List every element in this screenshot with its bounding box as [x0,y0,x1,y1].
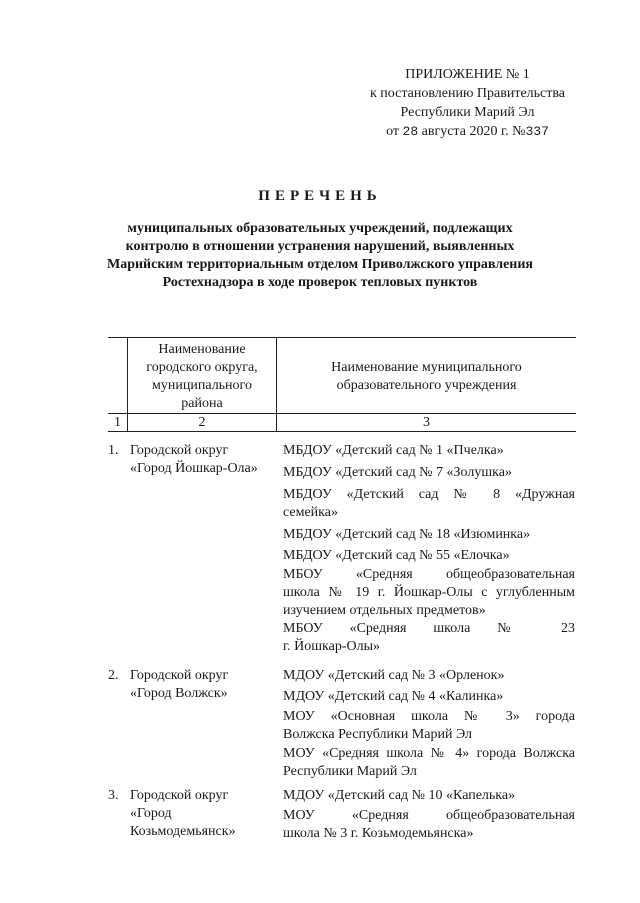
institution-line: МБДОУ «Детский сад № 7 «Золушка» [283,465,512,480]
institution-line: МДОУ «Детский сад № 10 «Капелька» [283,788,516,803]
district-line: Городской округ [130,443,229,458]
institution-item [283,667,575,685]
institution-item [283,442,575,460]
appendix-block [355,65,580,141]
institution-item [283,688,575,706]
district-name [130,787,280,841]
institution-line: Республики Марий Эл [283,764,417,779]
header-line: городского округа, [146,360,258,375]
subtitle-line: Марийским территориальным отделом Приволжского управления [106,257,533,272]
institution-item [283,620,575,656]
institution-line: г. Йошкар-Олы» [283,639,381,654]
institution-item [283,787,575,805]
header-line: района [181,396,223,411]
institution-line: Волжска Республики Марий Эл [283,727,472,742]
row-number: 1. [108,443,119,458]
institution-item [283,745,575,781]
institution-line: семейка» [283,505,338,520]
subtitle-line: контролю в отношении устранения нарушений, выявленных [125,239,515,254]
header-line: Наименование [158,342,246,357]
institution-line: МБОУ «Средняя школа № 23 [283,621,575,636]
table-header [108,337,576,431]
institution-line: МБДОУ «Детский сад № 18 «Изюминка» [283,527,531,542]
institution-line: МБОУ «Средняя общеобразовательная [283,567,575,582]
row-number: 2. [108,668,119,683]
subtitle-line: Ростехнадзора в ходе проверок тепловых пунктов [162,275,478,290]
appendix-line-2: к постановлению Правительства [369,86,566,101]
appendix-date-line [355,122,580,141]
appendix-line-3: Республики Марий Эл [400,105,535,120]
table-top-border [108,337,576,338]
subtitle-line: муниципальных образовательных учреждений, подлежащих [127,221,513,236]
institution-item [283,547,575,565]
column-number-2: 2 [198,415,206,430]
district-line: Городской округ [130,788,229,803]
district-name [130,667,280,703]
district-name [130,442,280,478]
date-rest: августа 2020 г. № [421,124,526,139]
district-column-header [128,341,276,413]
institution-line: МОУ «Основная школа № 3» города [283,709,575,724]
district-line: «Город [130,806,172,821]
institution-item [283,807,575,843]
row-number: 3. [108,788,119,803]
institution-item [283,708,575,744]
institution-line: МДОУ «Детский сад № 4 «Калинка» [283,689,504,704]
header-line: образовательного учреждения [336,378,517,393]
document-title: ПЕРЕЧЕНЬ [258,188,382,204]
institution-item [283,566,575,620]
institution-line: МБДОУ «Детский сад № 1 «Пчелка» [283,443,504,458]
date-prefix: от [386,124,400,139]
header-line: Наименование муниципального [331,360,522,375]
column-number-3: 3 [423,415,430,430]
district-line: «Город Волжск» [130,686,228,701]
institution-item [283,486,575,522]
institution-line: школа № 19 г. Йошкар-Олы с углубленным [283,585,575,600]
date-day: 28 [402,124,419,139]
column-number-1: 1 [114,415,121,430]
district-line: «Город Йошкар-Ола» [130,461,258,476]
header-line: муниципального [152,378,252,393]
institution-line: МОУ «Средняя школа № 4» города Волжска [283,746,575,761]
institution-item [283,526,575,544]
document-subtitle [100,220,540,292]
district-line: Городской округ [130,668,229,683]
institution-line: МОУ «Средняя общеобразовательная [283,808,575,823]
institution-item [283,464,575,482]
institution-line: изучением отдельных предметов» [283,603,486,618]
institution-column-header [277,359,576,395]
institution-line: МБДОУ «Детский сад № 8 «Дружная [283,487,575,502]
decree-number: 337 [525,124,549,139]
district-line: Козьмодемьянск» [130,824,236,839]
institution-line: МДОУ «Детский сад № 3 «Орленок» [283,668,505,683]
institution-line: МБДОУ «Детский сад № 55 «Елочка» [283,548,510,563]
institution-line: школа № 3 г. Козьмодемьянска» [283,826,474,841]
appendix-title: ПРИЛОЖЕНИЕ № 1 [405,67,530,82]
